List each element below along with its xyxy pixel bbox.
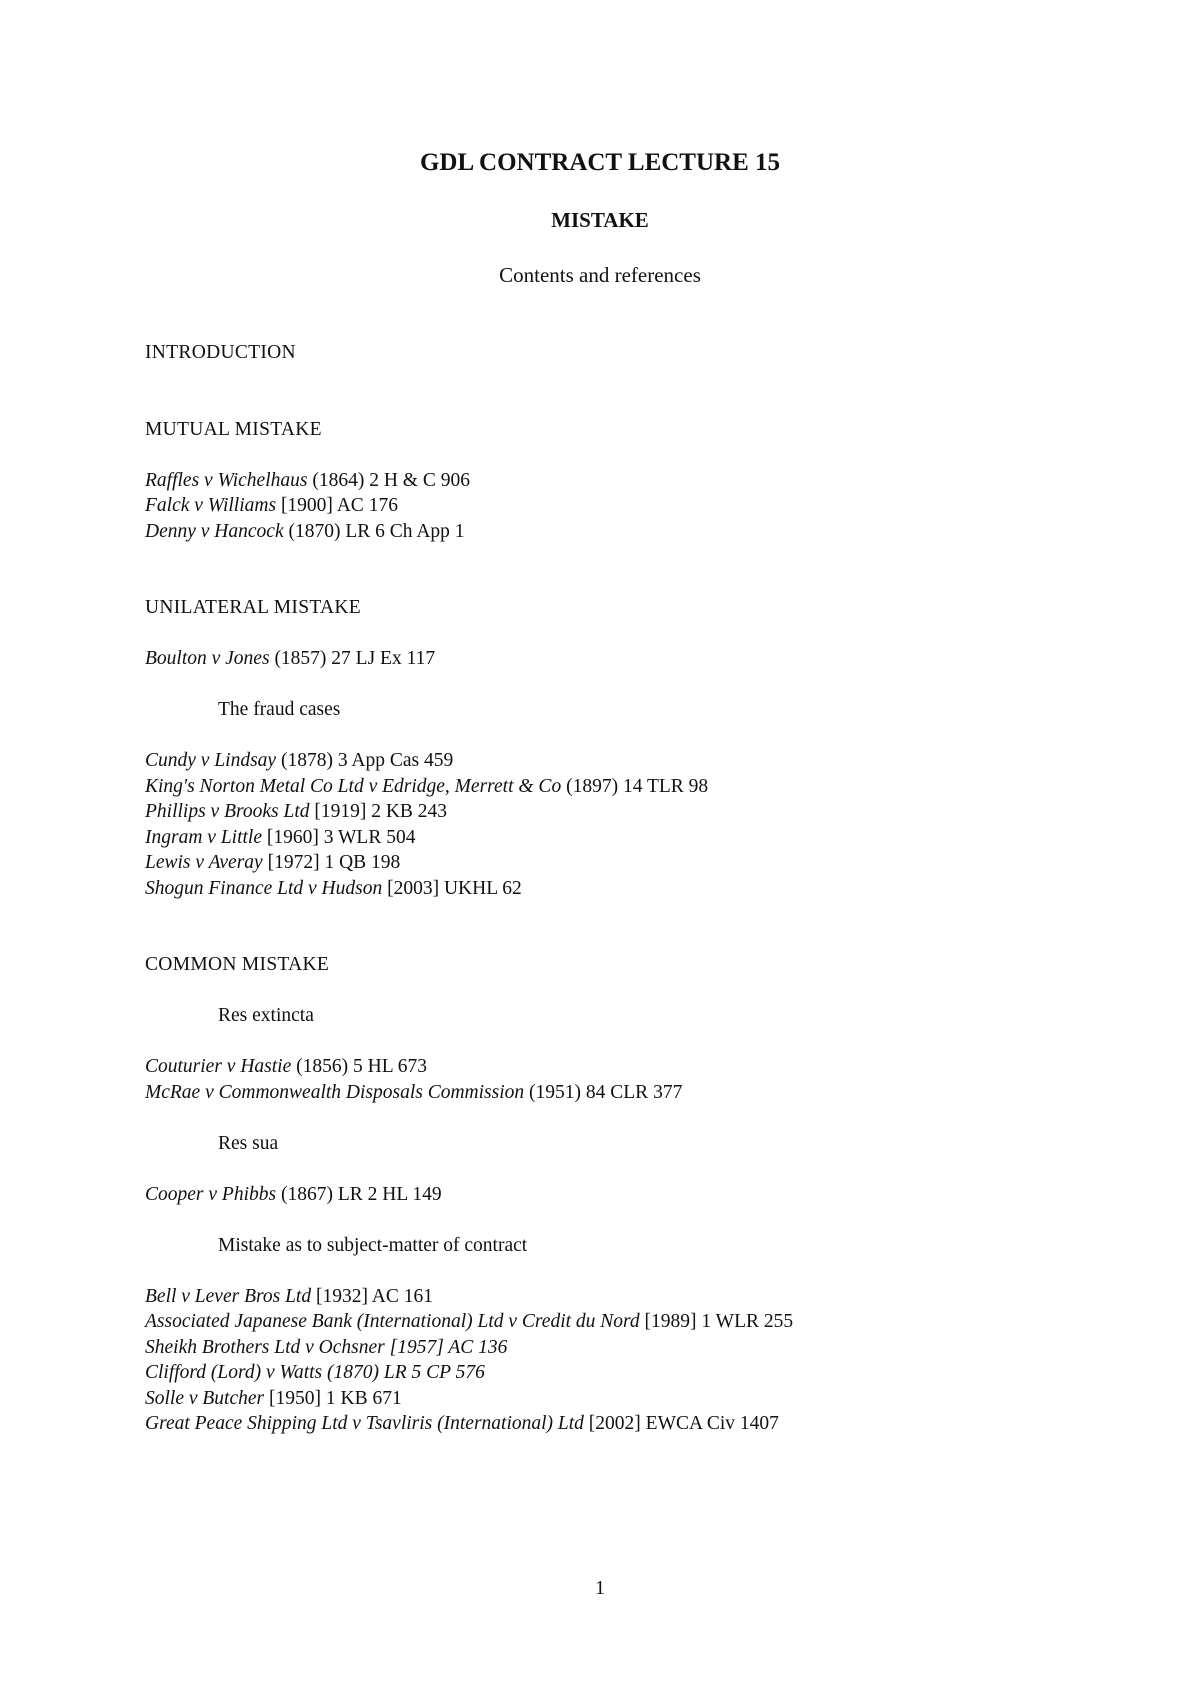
contents-caption: Contents and references [499,263,701,287]
case-citation [145,1182,1145,1208]
case-citation [145,468,1145,494]
case-reference: (1897) 14 TLR 98 [561,775,709,797]
case-name: Couturier v Hastie [145,1056,292,1077]
case-list-res-extincta [145,1054,1145,1105]
case-citation [145,748,1145,774]
case-reference: [1989] 1 WLR 255 [639,1311,794,1332]
case-reference: [2002] EWCA Civ 1407 [583,1413,779,1434]
document-body [145,340,1145,1437]
case-list-mutual [145,468,1145,545]
case-list-subject-matter [145,1284,1145,1437]
case-list-unilateral [145,646,1145,672]
case-name: Phillips v Brooks Ltd [145,801,310,822]
case-name: Solle v Butcher [145,1387,265,1409]
case-reference: [1950] 1 KB 671 [264,1387,402,1409]
case-list-fraud [145,748,1145,901]
subheading-subject-matter: Mistake as to subject-matter of contract [218,1234,528,1256]
case-citation [145,876,1145,902]
page-number: 1 [595,1577,605,1599]
case-name: Sheikh Brothers Ltd v Ochsner [1957] AC 136 [145,1336,508,1358]
section-heading-mutual-mistake: MUTUAL MISTAKE [145,418,322,440]
case-reference: [1919] 2 KB 243 [309,801,448,822]
case-name: Boulton v Jones [145,648,270,669]
case-name: King's Norton Metal Co Ltd v Edridge, Merrett & Co [145,775,562,797]
case-reference: [1960] 3 WLR 504 [262,826,416,848]
section-heading-common-mistake: COMMON MISTAKE [145,954,330,975]
case-name: McRae v Commonwealth Disposals Commission [145,1081,525,1103]
case-name: Cundy v Lindsay [145,750,277,771]
case-reference: (1951) 84 CLR 377 [524,1081,683,1103]
case-citation [145,799,1145,825]
section-heading-introduction: INTRODUCTION [145,342,296,363]
case-name: Raffles v Wichelhaus [145,469,308,491]
case-citation [145,1360,1145,1386]
document-title: GDL CONTRACT LECTURE 15 [419,149,781,176]
case-reference: [2003] UKHL 62 [382,877,522,899]
subheading-res-sua: Res sua [218,1132,279,1154]
case-name: Ingram v Little [145,826,262,848]
case-citation [145,1054,1145,1080]
case-reference: (1856) 5 HL 673 [291,1056,428,1077]
case-list-res-sua [145,1182,1145,1208]
case-citation [145,1386,1145,1412]
document-subtitle: MISTAKE [551,208,649,232]
case-citation [145,1335,1145,1361]
case-reference: [1900] AC 176 [276,495,398,516]
case-reference: (1864) 2 H & C 906 [307,469,470,491]
subheading-fraud-cases: The fraud cases [218,699,341,720]
case-citation [145,1309,1145,1335]
case-citation [145,1080,1145,1106]
case-citation [145,1284,1145,1310]
case-citation [145,646,1145,672]
case-reference: (1867) LR 2 HL 149 [276,1183,442,1205]
case-name: Shogun Finance Ltd v Hudson [145,877,383,899]
section-heading-unilateral-mistake: UNILATERAL MISTAKE [145,597,361,618]
case-name: Great Peace Shipping Ltd v Tsavliris (International) Ltd [145,1413,584,1434]
case-citation [145,850,1145,876]
case-citation [145,519,1145,545]
case-reference: (1878) 3 App Cas 459 [276,750,454,771]
case-reference: (1870) LR 6 Ch App 1 [283,520,465,542]
case-citation [145,1411,1145,1437]
case-citation [145,774,1145,800]
case-name: Falck v Williams [145,495,277,516]
case-name: Cooper v Phibbs [145,1183,277,1205]
case-reference: [1972] 1 QB 198 [262,852,401,873]
case-reference: [1932] AC 161 [311,1285,433,1307]
case-name: Clifford (Lord) v Watts (1870) LR 5 CP 576 [145,1362,485,1383]
case-name: Denny v Hancock [145,520,284,542]
case-name: Associated Japanese Bank (International) Ltd v Credit du Nord [145,1311,640,1332]
case-citation [145,825,1145,851]
subheading-res-extincta: Res extincta [218,1005,314,1026]
case-name: Lewis v Averay [145,852,263,873]
case-reference: (1857) 27 LJ Ex 117 [269,648,436,669]
case-citation [145,493,1145,519]
case-name: Bell v Lever Bros Ltd [145,1285,312,1307]
